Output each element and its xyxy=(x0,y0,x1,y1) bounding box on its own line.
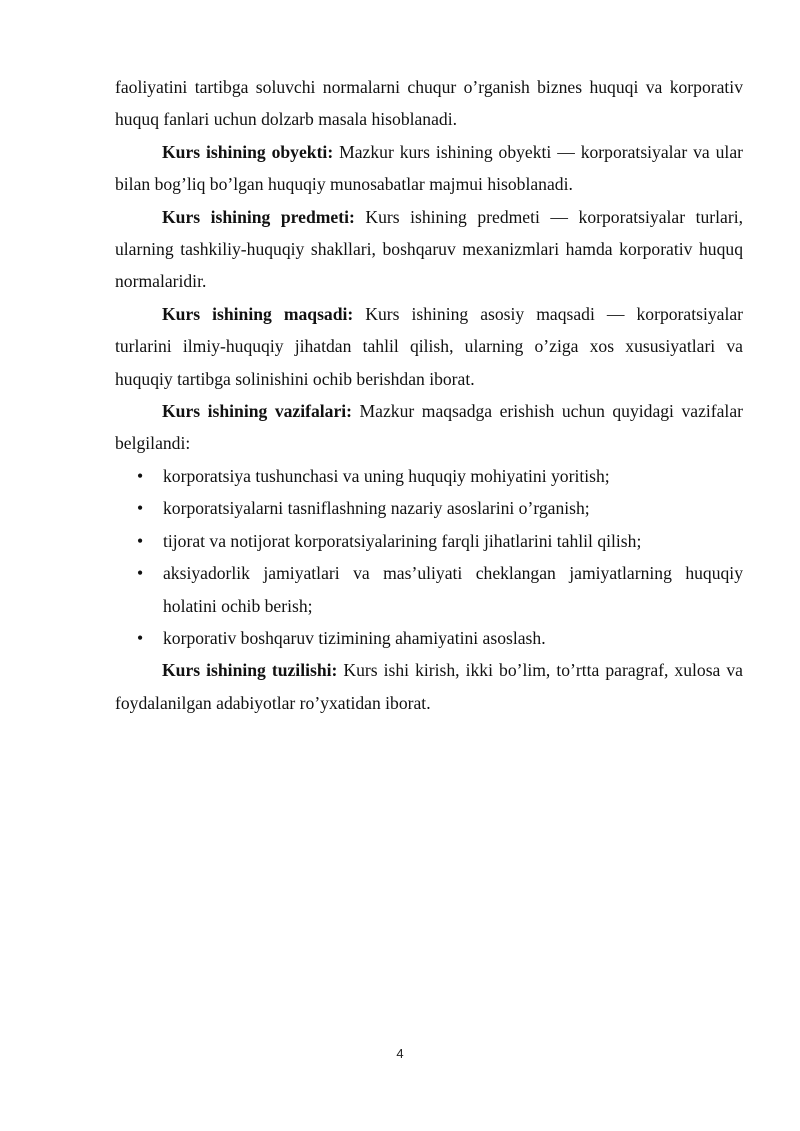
intro-paragraph xyxy=(115,71,743,136)
subject-text: Kurs ishining predmeti — korporatsiyalar turlari, ularning tashkiliy-huquqiy shakllari, boshqaruv mexanizmlari hamda korporativ huquq normalaridir. xyxy=(115,206,743,292)
list-item xyxy=(115,460,743,492)
tasks-label: Kurs ishining vazifalari: xyxy=(162,401,353,422)
bullet-icon: • xyxy=(137,465,144,486)
goal-paragraph xyxy=(115,298,743,395)
goal-label: Kurs ishining maqsadi: xyxy=(162,303,354,324)
tasks-list xyxy=(115,460,743,654)
object-text: Mazkur kurs ishining obyekti — korporatsiyalar va ular bilan bog’liq bo’lgan huquqiy munosabatlar majmui hisoblanadi. xyxy=(115,141,743,195)
object-paragraph xyxy=(115,136,743,201)
bullet-icon: • xyxy=(137,498,144,519)
list-item-text: aksiyadorlik jamiyatlari va mas’uliyati cheklangan jamiyatlarning huquqiy holatini ochib berish; xyxy=(163,563,743,616)
subject-label: Kurs ishining predmeti: xyxy=(162,206,355,227)
document-body xyxy=(115,71,743,719)
intro-text: faoliyatini tartibga soluvchi normalarni chuqur o’rganish biznes huquqi va korporativ huquq fanlari uchun dolzarb masala hisoblanadi. xyxy=(115,77,743,130)
list-item-text: korporativ boshqaruv tizimining ahamiyatini asoslash. xyxy=(163,627,546,648)
bullet-icon: • xyxy=(137,563,144,584)
structure-paragraph xyxy=(115,654,743,719)
bullet-icon: • xyxy=(137,530,144,551)
list-item xyxy=(115,622,743,654)
goal-text: Kurs ishining asosiy maqsadi — korporatsiyalar turlarini ilmiy-huquqiy jihatdan tahlil qilish, ularning o’ziga xos xususiyatlari va huquqiy tartibga solinishini ochib berishdan iborat. xyxy=(115,303,744,389)
page-number: 4 xyxy=(396,1046,404,1061)
object-label: Kurs ishining obyekti: xyxy=(162,141,334,162)
bullet-icon: • xyxy=(137,627,144,648)
tasks-text: Mazkur maqsadga erishish uchun quyidagi vazifalar belgilandi: xyxy=(115,401,743,454)
list-item xyxy=(115,492,743,524)
list-item xyxy=(115,557,743,622)
list-item-text: korporatsiya tushunchasi va uning huquqiy mohiyatini yoritish; xyxy=(163,465,610,486)
list-item xyxy=(115,525,743,557)
structure-text: Kurs ishi kirish, ikki bo’lim, to’rtta paragraf, xulosa va foydalanilgan adabiyotlar ro’yxatidan iborat. xyxy=(115,660,743,713)
list-item-text: korporatsiyalarni tasniflashning nazariy asoslarini o’rganish; xyxy=(163,498,590,519)
list-item-text: tijorat va notijorat korporatsiyalarining farqli jihatlarini tahlil qilish; xyxy=(163,530,642,551)
structure-label: Kurs ishining tuzilishi: xyxy=(162,660,338,681)
tasks-paragraph xyxy=(115,395,743,460)
subject-paragraph xyxy=(115,201,743,298)
